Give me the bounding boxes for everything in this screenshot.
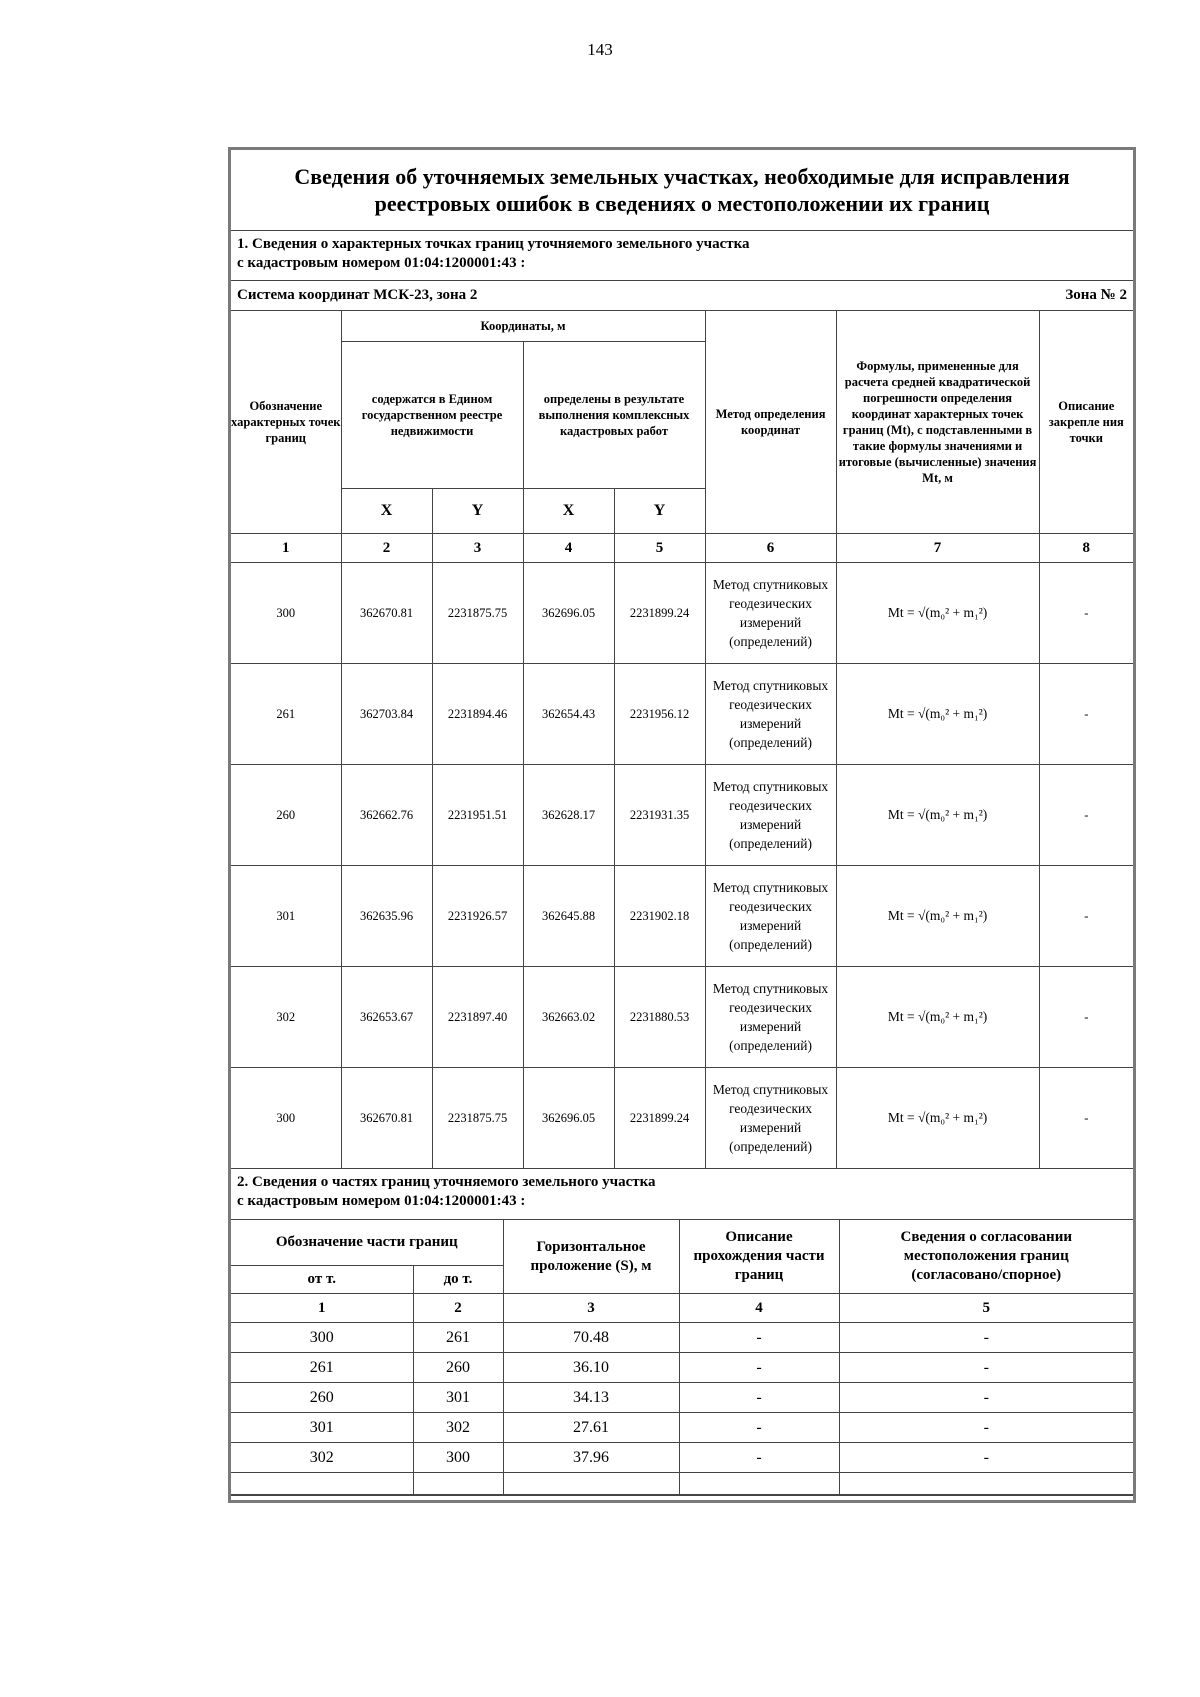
document-frame	[228, 147, 1136, 1503]
cell-point-id: 261	[231, 664, 341, 765]
section2-heading-line2: с кадастровым номером 01:04:1200001:43 :	[237, 1193, 526, 1209]
cell-y-kkr: 2231956.12	[614, 664, 705, 765]
empty-row	[231, 1473, 1133, 1495]
table-row	[231, 1323, 1133, 1353]
cell-x-egrn: 362670.81	[341, 1068, 432, 1169]
column-number: 4	[523, 534, 614, 563]
section1-heading-line2: с кадастровым номером 01:04:1200001:43 :	[237, 255, 526, 271]
cell-from-point: 301	[231, 1413, 413, 1443]
coordinate-system: Система координат МСК-23, зона 2	[237, 287, 478, 303]
cell-part-description: -	[679, 1443, 839, 1473]
column-number: 1	[231, 1294, 413, 1323]
cell-formula: Mt = √(m₀² + m₁²)	[836, 563, 1039, 664]
cell-from-point: 300	[231, 1323, 413, 1353]
table-row	[231, 967, 1133, 1068]
section2-heading	[231, 1169, 1133, 1219]
cell-x-kkr: 362696.05	[523, 1068, 614, 1169]
header-agreement: Сведения о согласовании местоположения границ (согласовано/спорное)	[839, 1220, 1133, 1294]
cell-x-kkr: 362663.02	[523, 967, 614, 1068]
cell-x-kkr: 362628.17	[523, 765, 614, 866]
cell-y-egrn: 2231875.75	[432, 563, 523, 664]
cell-x-egrn: 362653.67	[341, 967, 432, 1068]
empty-cell	[413, 1473, 503, 1495]
column-number: 5	[839, 1294, 1133, 1323]
cell-point-description: -	[1039, 563, 1133, 664]
table-row	[231, 664, 1133, 765]
cell-method: Метод спутниковых геодезических измерений (определений)	[705, 866, 836, 967]
cell-horizontal-length: 37.96	[503, 1443, 679, 1473]
table-row	[231, 765, 1133, 866]
section1-heading-line1: 1. Сведения о характерных точках границ уточняемого земельного участка	[237, 236, 750, 252]
column-number: 5	[614, 534, 705, 563]
cell-part-description: -	[679, 1353, 839, 1383]
cell-x-egrn: 362670.81	[341, 563, 432, 664]
cell-y-kkr: 2231931.35	[614, 765, 705, 866]
cell-method: Метод спутниковых геодезических измерений (определений)	[705, 967, 836, 1068]
empty-cell	[839, 1473, 1133, 1495]
cell-y-kkr: 2231899.24	[614, 563, 705, 664]
cell-method: Метод спутниковых геодезических измерений (определений)	[705, 664, 836, 765]
header-coordinates: Координаты, м	[341, 311, 705, 342]
cell-x-egrn: 362662.76	[341, 765, 432, 866]
cell-y-egrn: 2231926.57	[432, 866, 523, 967]
header-part-description: Описание прохождения части границ	[679, 1220, 839, 1294]
cell-part-description: -	[679, 1383, 839, 1413]
cell-point-description: -	[1039, 866, 1133, 967]
cell-to-point: 300	[413, 1443, 503, 1473]
cell-formula: Mt = √(m₀² + m₁²)	[836, 765, 1039, 866]
header-horizontal-length: Горизонтальное проложение (S), м	[503, 1220, 679, 1294]
header-egrn: содержатся в Едином государственном реестре недвижимости	[341, 342, 523, 489]
cell-point-id: 300	[231, 1068, 341, 1169]
cell-y-egrn: 2231894.46	[432, 664, 523, 765]
cell-part-description: -	[679, 1413, 839, 1443]
column-number: 4	[679, 1294, 839, 1323]
cell-x-kkr: 362654.43	[523, 664, 614, 765]
header-x-egrn: X	[341, 489, 432, 534]
cell-y-kkr: 2231902.18	[614, 866, 705, 967]
cell-from-point: 302	[231, 1443, 413, 1473]
header-formula: Формулы, примененные для расчета средней квадратической погрешности определения координат характерных точек границ (Mt), с подставленными в такие формулы значениями и итоговые (вычисленные) значения Mt, м	[836, 311, 1039, 534]
header-kkr: определены в результате выполнения комплексных кадастровых работ	[523, 342, 705, 489]
header-y-kkr: Y	[614, 489, 705, 534]
header-part-designation: Обозначение части границ	[231, 1220, 503, 1266]
header-method: Метод определения координат	[705, 311, 836, 534]
cell-point-description: -	[1039, 765, 1133, 866]
cell-point-description: -	[1039, 664, 1133, 765]
cell-to-point: 301	[413, 1383, 503, 1413]
table-row	[231, 1413, 1133, 1443]
column-number: 7	[836, 534, 1039, 563]
cell-agreement: -	[839, 1383, 1133, 1413]
header-point-designation: Обозначение характерных точек границ	[231, 311, 341, 534]
cell-to-point: 260	[413, 1353, 503, 1383]
cell-y-kkr: 2231899.24	[614, 1068, 705, 1169]
cell-horizontal-length: 36.10	[503, 1353, 679, 1383]
cell-x-egrn: 362703.84	[341, 664, 432, 765]
cell-from-point: 260	[231, 1383, 413, 1413]
empty-cell	[231, 1473, 413, 1495]
cell-y-kkr: 2231880.53	[614, 967, 705, 1068]
column-number: 3	[503, 1294, 679, 1323]
column-number: 6	[705, 534, 836, 563]
coordinate-system-row	[231, 281, 1133, 311]
cell-part-description: -	[679, 1323, 839, 1353]
cell-from-point: 261	[231, 1353, 413, 1383]
parts-table	[231, 1219, 1133, 1495]
cell-method: Метод спутниковых геодезических измерений (определений)	[705, 563, 836, 664]
cell-point-description: -	[1039, 1068, 1133, 1169]
column-number: 8	[1039, 534, 1133, 563]
cell-agreement: -	[839, 1443, 1133, 1473]
cell-to-point: 302	[413, 1413, 503, 1443]
cell-y-egrn: 2231897.40	[432, 967, 523, 1068]
table-row	[231, 1383, 1133, 1413]
cell-agreement: -	[839, 1353, 1133, 1383]
header-point-description: Описание закрепле ния точки	[1039, 311, 1133, 534]
table-row	[231, 563, 1133, 664]
section1-heading	[231, 231, 1133, 281]
page-number: 143	[587, 40, 613, 59]
cell-method: Метод спутниковых геодезических измерений (определений)	[705, 1068, 836, 1169]
cell-point-description: -	[1039, 967, 1133, 1068]
section2-heading-line1: 2. Сведения о частях границ уточняемого земельного участка	[237, 1174, 656, 1190]
header-x-kkr: X	[523, 489, 614, 534]
header-to: до т.	[413, 1266, 503, 1294]
header-from: от т.	[231, 1266, 413, 1294]
cell-point-id: 260	[231, 765, 341, 866]
column-number: 2	[413, 1294, 503, 1323]
column-number: 1	[231, 534, 341, 563]
title-line-1: Сведения об уточняемых земельных участках, необходимые для исправления	[294, 164, 1070, 189]
empty-cell	[679, 1473, 839, 1495]
table-row	[231, 1353, 1133, 1383]
zone-label: Зона № 2	[1065, 287, 1127, 303]
cell-method: Метод спутниковых геодезических измерений (определений)	[705, 765, 836, 866]
cell-horizontal-length: 27.61	[503, 1413, 679, 1443]
cell-point-id: 302	[231, 967, 341, 1068]
cell-formula: Mt = √(m₀² + m₁²)	[836, 967, 1039, 1068]
cell-y-egrn: 2231951.51	[432, 765, 523, 866]
header-y-egrn: Y	[432, 489, 523, 534]
cell-agreement: -	[839, 1323, 1133, 1353]
cell-formula: Mt = √(m₀² + m₁²)	[836, 664, 1039, 765]
document-title	[231, 150, 1133, 231]
table-row	[231, 866, 1133, 967]
points-table	[231, 311, 1133, 1169]
cell-x-egrn: 362635.96	[341, 866, 432, 967]
cell-formula: Mt = √(m₀² + m₁²)	[836, 1068, 1039, 1169]
cell-horizontal-length: 70.48	[503, 1323, 679, 1353]
cell-agreement: -	[839, 1413, 1133, 1443]
cell-formula: Mt = √(m₀² + m₁²)	[836, 866, 1039, 967]
cell-x-kkr: 362645.88	[523, 866, 614, 967]
cell-x-kkr: 362696.05	[523, 563, 614, 664]
cell-to-point: 261	[413, 1323, 503, 1353]
table-row	[231, 1443, 1133, 1473]
empty-cell	[503, 1473, 679, 1495]
cell-y-egrn: 2231875.75	[432, 1068, 523, 1169]
cell-horizontal-length: 34.13	[503, 1383, 679, 1413]
cell-point-id: 300	[231, 563, 341, 664]
cell-point-id: 301	[231, 866, 341, 967]
title-line-2: реестровых ошибок в сведениях о местоположении их границ	[374, 191, 990, 216]
table-row	[231, 1068, 1133, 1169]
column-number: 2	[341, 534, 432, 563]
column-number: 3	[432, 534, 523, 563]
